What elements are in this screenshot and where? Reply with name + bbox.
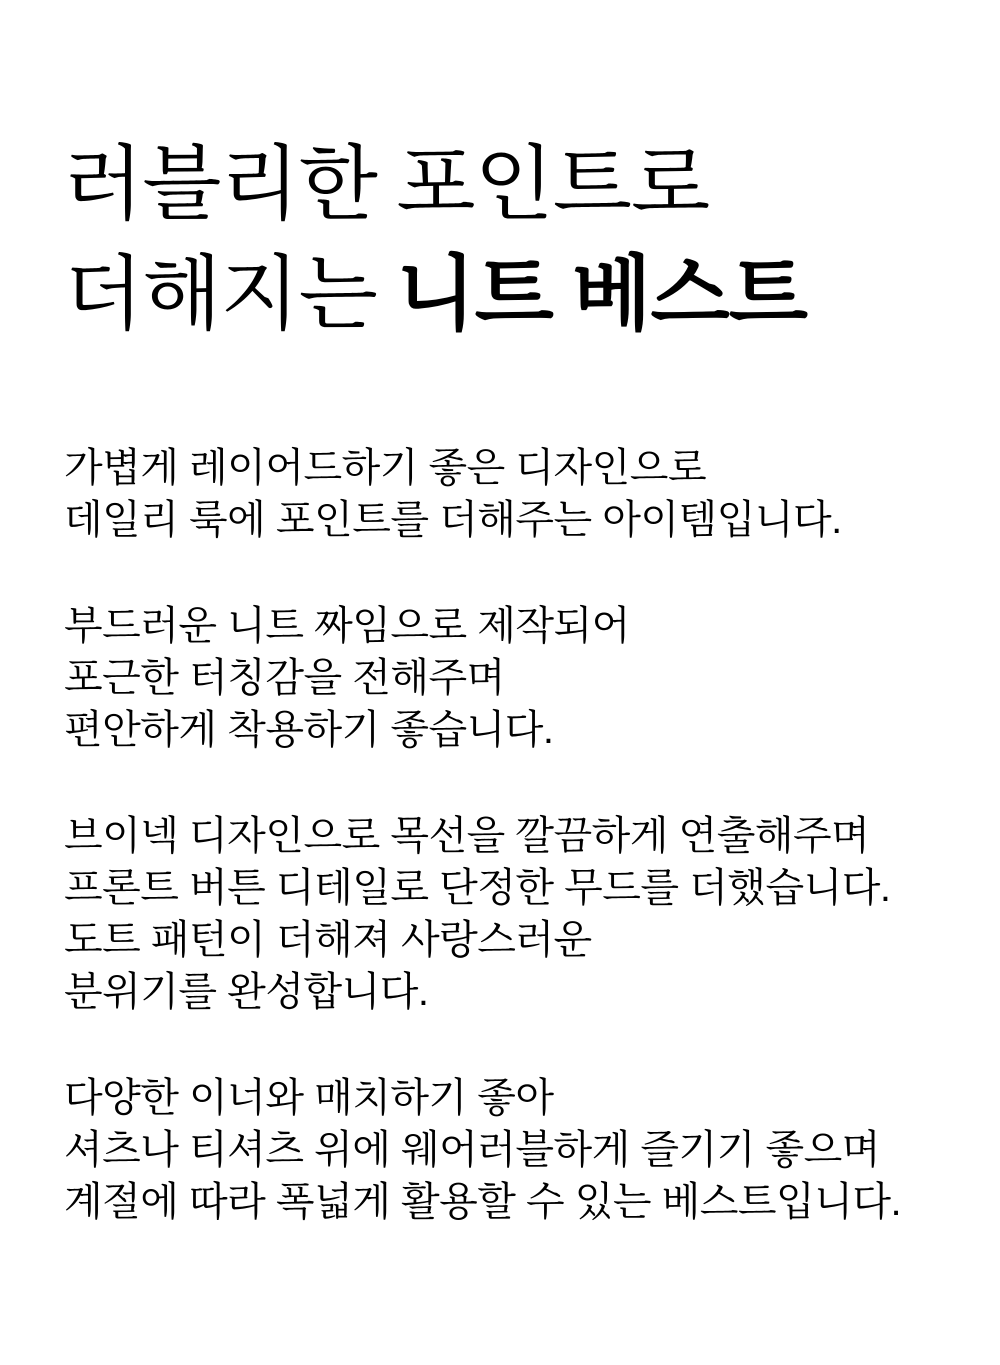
description-line: 프론트 버튼 디테일로 단정한 무드를 더했습니다.	[64, 866, 891, 910]
description-line: 셔츠나 티셔츠 위에 웨어러블하게 즐기기 좋으며	[64, 1128, 880, 1172]
description-line: 부드러운 니트 짜임으로 제작되어	[64, 604, 630, 648]
headline-line-1: 러블리한 포인트로	[64, 139, 710, 230]
description-paragraph-4	[64, 1072, 960, 1228]
description-line: 데일리 룩에 포인트를 더해주는 아이템입니다.	[64, 498, 842, 542]
headline-line-2-regular: 더해지는	[64, 249, 397, 340]
description-line: 포근한 터칭감을 전해주며	[64, 656, 505, 700]
description-paragraph-2	[64, 600, 960, 756]
description-line: 도트 패턴이 더해져 사랑스러운	[64, 918, 592, 962]
description-line: 가볍게 레이어드하기 좋은 디자인으로	[64, 446, 707, 490]
description-line: 편안하게 착용하기 좋습니다.	[64, 708, 554, 752]
description-paragraph-1	[64, 442, 960, 546]
headline-line-2-bold: 니트 베스트	[396, 249, 807, 340]
description-line: 분위기를 완성합니다.	[64, 970, 429, 1014]
description-paragraph-3	[64, 810, 960, 1018]
description-line: 계절에 따라 폭넓게 활용할 수 있는 베스트입니다.	[64, 1180, 902, 1224]
description-line: 브이넥 디자인으로 목선을 깔끔하게 연출해주며	[64, 814, 870, 858]
description-line: 다양한 이너와 매치하기 좋아	[64, 1076, 554, 1120]
product-headline	[64, 130, 960, 350]
